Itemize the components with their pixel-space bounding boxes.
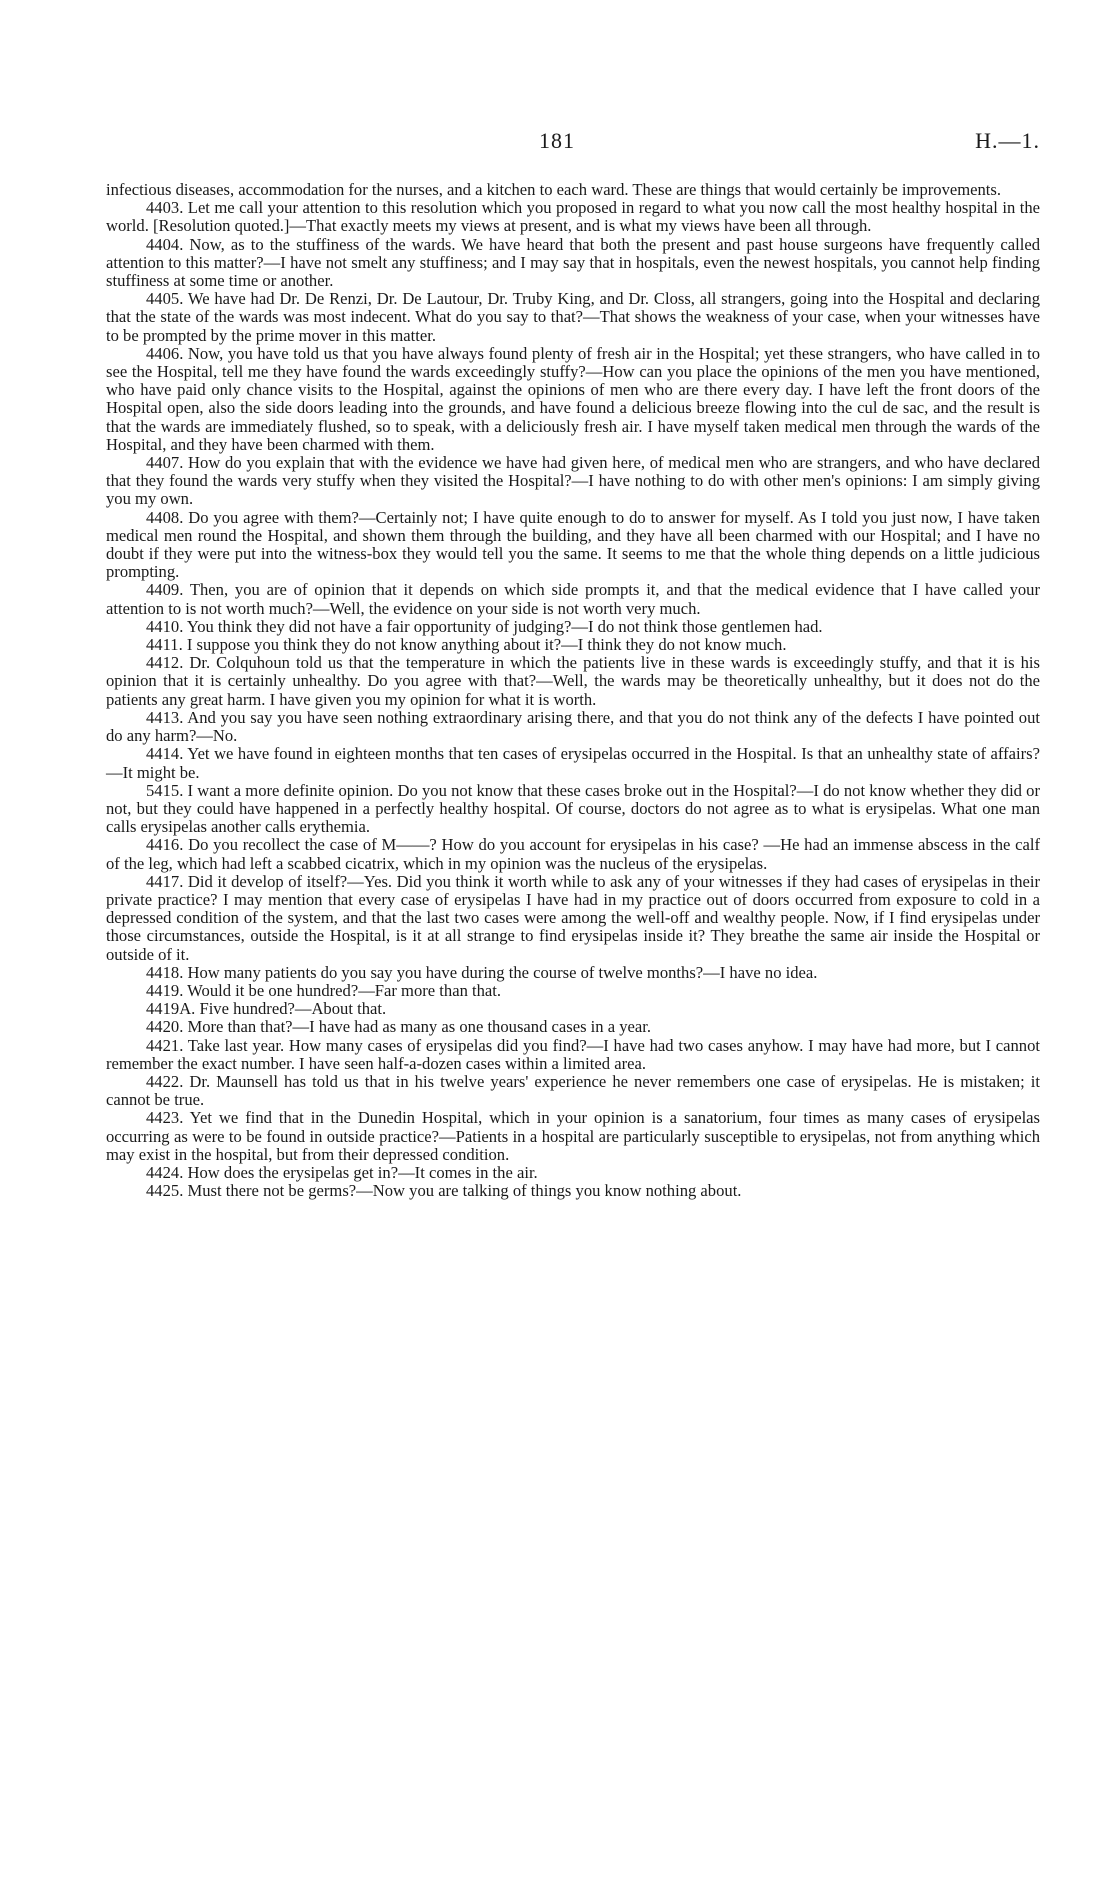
evidence-text — [106, 181, 1040, 1200]
paragraph: 4419A. Five hundred?—About that. — [146, 999, 387, 1019]
paragraph: 4422. Dr. Maunsell has told us that in his twelve years' experience he never remembers one case of erysipelas. He is mistaken; it cannot be true. — [106, 1071, 1040, 1110]
paragraph: 4406. Now, you have told us that you have always found plenty of fresh air in the Hospital; yet these strangers, who have called in to see the Hospital, tell me they have found the wards exceedingly stuffy?—How can you place the opinions of the men you have mentioned, who have paid only chance visits to the Hospital, against the opinions of men who are there every day. I have left the front doors of the Hospital open, also the side doors leading into the grounds, and have found a delicious breeze flowing into the cul de sac, and the result is that the wards are immediately flushed, so to speak, with a deliciously fresh air. I have myself taken medical men through the wards of the Hospital, and they have been charmed with them. — [106, 343, 1040, 454]
paragraph: 4418. How many patients do you say you have during the course of twelve months?—I have no idea. — [146, 962, 818, 982]
paragraph: infectious diseases, accommodation for the nurses, and a kitchen to each ward. These are things that would certainly be improvements. — [106, 180, 1002, 199]
paragraph: 4424. How does the erysipelas get in?—It comes in the air. — [146, 1162, 538, 1182]
paragraph: 4425. Must there not be germs?—Now you are talking of things you know nothing about. — [146, 1181, 742, 1201]
paragraph: 4412. Dr. Colquhoun told us that the temperature in which the patients live in these wards is exceedingly stuffy, and that it is his opinion that it is certainly unhealthy. Do you agree with that?—Well, the wards may be theoretically unhealthy, but it does not do the patients any great harm. I have given you my opinion for what it is worth. — [106, 653, 1040, 709]
paragraph: 4417. Did it develop of itself?—Yes. Did you think it worth while to ask any of your witnesses if they had cases of erysipelas in their private practice? I may mention that every case of erysipelas I have had in my practice out of doors occurred from exposure to cold in a depressed condition of the system, and that the last two cases were among the well-off and wealthy people. Now, if I find erysipelas under those circumstances, outside the Hospital, is it at all strange to find erysipelas inside it? They breathe the same air inside the Hospital or outside of it. — [106, 871, 1040, 964]
paragraph: 4408. Do you agree with them?—Certainly not; I have quite enough to do to answer for myself. As I told you just now, I have taken medical men round the Hospital, and shown them through the building, and they have all been charmed with our Hospital; and I have no doubt if they were put into the witness-box they would tell you the same. It seems to me that the whole thing depends on a little judicious prompting. — [106, 507, 1040, 582]
paragraph: 4410. You think they did not have a fair opportunity of judging?—I do not think those gentlemen had. — [146, 616, 823, 636]
page-number: 181 — [539, 128, 575, 153]
paragraph: 4423. Yet we find that in the Dunedin Hospital, which in your opinion is a sanatorium, four times as many cases of erysipelas occurring as were to be found in outside practice?—Patients in a hospital are particularly susceptible to erysipelas, not from anything which may exist in the hospital, but from their depressed condition. — [106, 1108, 1040, 1164]
paragraph: 4413. And you say you have seen nothing extraordinary arising there, and that you do not think any of the defects I have pointed out do any harm?—No. — [106, 707, 1040, 746]
paragraph: 4407. How do you explain that with the evidence we have had given here, of medical men who are strangers, and who have declared that they found the wards very stuffy when they visited the Hospital?—I have nothing to do with other men's opinions: I am simply giving you my own. — [106, 453, 1040, 509]
paragraph: 5415. I want a more definite opinion. Do you not know that these cases broke out in the Hospital?—I do not know whether they did or not, but they could have happened in a perfectly healthy hospital. Of course, doctors do not agree as to what is erysipelas. What one man calls erysipelas another calls erythemia. — [106, 780, 1040, 837]
document-code: H.—1. — [975, 128, 1040, 153]
paragraph: 4405. We have had Dr. De Renzi, Dr. De Lautour, Dr. Truby King, and Dr. Closs, all strangers, going into the Hospital and declaring that the state of the wards was most indecent. What do you say to that?—That shows the weakness of your case, when your witnesses have to be prompted by the prime mover in this matter. — [106, 289, 1040, 345]
page-header — [0, 128, 1114, 158]
paragraph: 4411. I suppose you think they do not know anything about it?—I think they do not know much. — [146, 635, 787, 655]
paragraph: 4404. Now, as to the stuffiness of the wards. We have heard that both the present and past house surgeons have frequently called attention to this matter?—I have not smelt any stuffiness; and I may say that in hospitals, even the newest hospitals, you cannot help finding stuffiness at some time or another. — [106, 234, 1040, 291]
paragraph: 4421. Take last year. How many cases of erysipelas did you find?—I have had two cases anyhow. I may have had more, but I cannot remember the exact number. I have seen half-a-dozen cases within a limited area. — [106, 1035, 1040, 1073]
paragraph: 4409. Then, you are of opinion that it depends on which side prompts it, and that the medical evidence that I have called your attention to is not worth much?—Well, the evidence on your side is not worth very much. — [106, 580, 1040, 618]
paragraph: 4414. Yet we have found in eighteen months that ten cases of erysipelas occurred in the Hospital. Is that an unhealthy state of affairs?—It might be. — [106, 744, 1040, 782]
paragraph: 4420. More than that?—I have had as many as one thousand cases in a year. — [146, 1017, 652, 1037]
paragraph: 4416. Do you recollect the case of M——? How do you account for erysipelas in his case? —He had an immense abscess in the calf of the leg, which had left a scabbed cicatrix, which in my opinion was the nucleus of the erysipelas. — [106, 835, 1040, 873]
paragraph: 4419. Would it be one hundred?—Far more than that. — [146, 980, 502, 1000]
paragraph: 4403. Let me call your attention to this resolution which you proposed in regard to what you now call the most healthy hospital in the world. [Resolution quoted.]—That exactly meets my views at present, and is what my views have been all through. — [106, 198, 1040, 236]
